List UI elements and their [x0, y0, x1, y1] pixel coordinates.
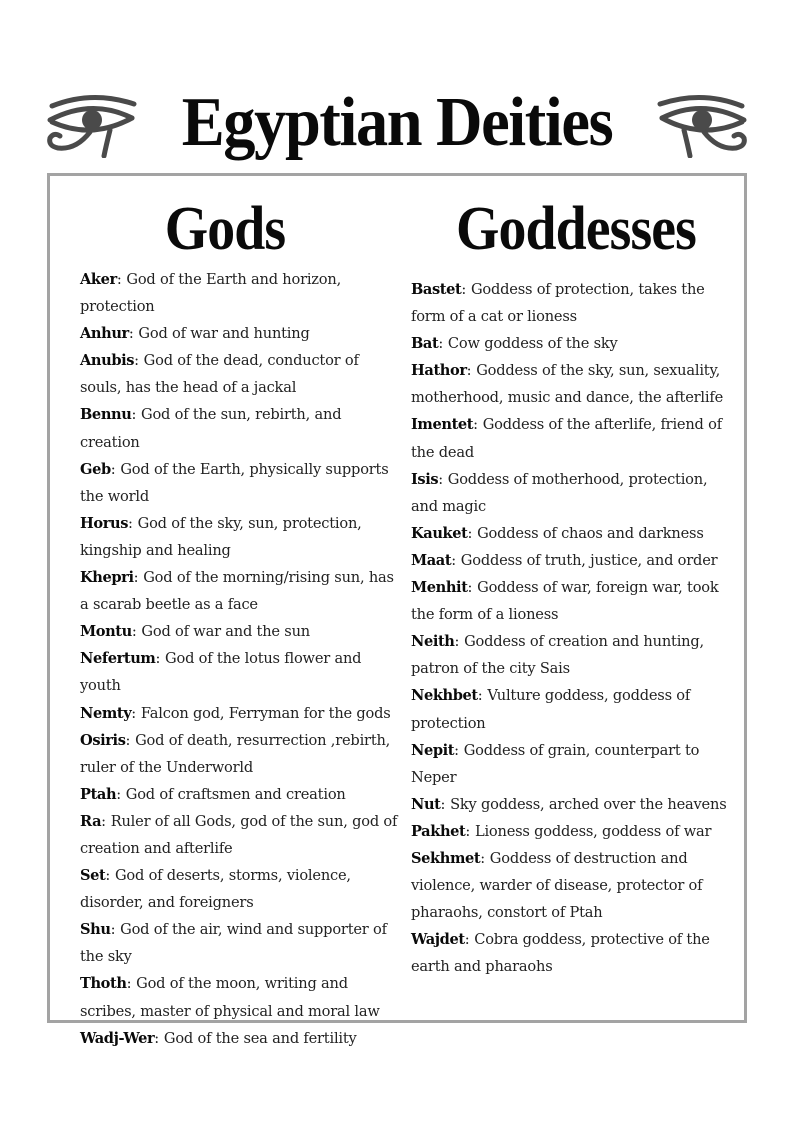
separator: : [466, 362, 477, 380]
list-item [411, 818, 736, 845]
list-item [411, 520, 736, 547]
deity-name: Isis [411, 470, 439, 488]
deity-description: God of death, resurrection ,rebirth, ruler of the Underworld [80, 731, 391, 776]
deity-name: Maat [411, 551, 452, 569]
deity-description: Sky goddess, arched over the heavens [450, 795, 727, 813]
list-item [80, 320, 400, 347]
separator: : [128, 514, 138, 532]
deity-description: Goddess of the sky, sun, sexuality, motherhood, music and dance, the afterlife [411, 362, 723, 407]
list-item [80, 916, 400, 970]
list-item [80, 266, 400, 320]
list-item [80, 808, 400, 862]
deity-name: Aker [80, 271, 117, 288]
deity-name: Khepri [80, 569, 134, 587]
deity-name: Nepit [411, 741, 455, 759]
list-item [411, 628, 736, 682]
deity-name: Bastet [411, 281, 462, 298]
separator: : [477, 687, 488, 705]
gods-heading: Gods [164, 195, 286, 263]
separator: : [440, 795, 451, 813]
deities-panel [47, 173, 747, 1047]
separator: : [110, 460, 121, 478]
deity-name: Hathor [411, 362, 467, 380]
deity-name: Wadj-Wer [80, 1029, 155, 1047]
deity-description: Goddess of war, foreign war, took the form of a lioness [411, 579, 719, 624]
deity-name: Ptah [80, 785, 117, 803]
deity-name: Horus [80, 514, 129, 532]
separator: : [467, 524, 478, 542]
gods-column [80, 176, 400, 1052]
separator: : [438, 335, 448, 353]
deity-description: Vulture goddess, goddess of protection [411, 687, 691, 732]
separator: : [125, 731, 136, 749]
deity-name: Anhur [80, 325, 129, 343]
separator: : [131, 704, 141, 722]
deity-description: God of deserts, storms, violence, disorder, and foreigners [80, 867, 351, 912]
goddesses-list [411, 276, 736, 980]
list-item [411, 411, 736, 465]
deity-description: Goddess of the afterlife, friend of the dead [411, 416, 722, 461]
deity-description: God of the sea and fertility [163, 1029, 357, 1047]
deity-name: Thoth [80, 975, 127, 993]
list-item [80, 645, 400, 699]
deity-name: Kauket [411, 524, 468, 542]
deity-description: Ruler of all Gods, god of the sun, god of creation and afterlife [80, 812, 398, 857]
deity-description: God of the Earth and horizon, protection [80, 271, 342, 316]
list-item [411, 330, 736, 357]
separator: : [154, 1029, 164, 1047]
separator: : [461, 281, 471, 298]
deity-description: God of the moon, writing and scribes, master of physical and moral law [80, 975, 380, 1020]
deity-description: Goddess of creation and hunting, patron of the city Sais [411, 633, 704, 678]
separator: : [101, 812, 111, 830]
eye-of-horus-icon [656, 92, 748, 158]
list-item [80, 456, 400, 510]
deity-name: Geb [80, 460, 111, 478]
deity-description: God of the dead, conductor of souls, has the head of a jackal [80, 352, 359, 397]
list-item [80, 401, 400, 455]
separator: : [473, 416, 483, 434]
deity-name: Osiris [80, 731, 126, 749]
deity-description: God of the lotus flower and youth [80, 650, 362, 695]
separator: : [116, 785, 126, 803]
list-item [80, 700, 400, 727]
deity-description: Goddess of grain, counterpart to Neper [411, 741, 700, 786]
deity-description: Goddess of truth, justice, and order [460, 551, 718, 569]
deity-name: Anubis [80, 352, 135, 370]
separator: : [134, 352, 144, 370]
separator: : [105, 867, 115, 885]
goddesses-heading: Goddesses [456, 195, 696, 263]
list-item [80, 970, 400, 1024]
deity-name: Imentet [411, 416, 474, 434]
list-item [411, 682, 736, 736]
deity-description: God of the sky, sun, protection, kingship and healing [80, 514, 362, 559]
separator: : [464, 931, 475, 949]
deity-name: Sekhmet [411, 849, 481, 867]
deity-description: Cow goddess of the sky [447, 335, 618, 353]
separator: : [110, 921, 121, 939]
list-item [80, 618, 400, 645]
goddesses-column [411, 176, 736, 980]
list-item [80, 1025, 400, 1052]
separator: : [126, 975, 137, 993]
deity-description: God of the sun, rebirth, and creation [80, 406, 342, 451]
separator: : [467, 579, 478, 597]
deity-description: Goddess of motherhood, protection, and magic [411, 470, 708, 515]
separator: : [128, 325, 139, 343]
deity-description: God of the morning/rising sun, has a scarab beetle as a face [80, 569, 394, 614]
deity-description: Lioness goddess, goddess of war [474, 822, 712, 840]
deity-name: Nut [411, 795, 441, 813]
list-item [411, 466, 736, 520]
list-item [80, 347, 400, 401]
separator: : [131, 406, 142, 424]
gods-list [80, 266, 400, 1052]
separator: : [116, 271, 127, 288]
list-item [411, 276, 736, 330]
separator: : [454, 741, 464, 759]
deity-name: Nefertum [80, 650, 156, 668]
list-item [80, 510, 400, 564]
deity-name: Bennu [80, 406, 132, 424]
list-item [80, 781, 400, 808]
deity-description: God of the Earth, physically supports the world [80, 460, 389, 505]
separator: : [131, 623, 142, 641]
separator: : [133, 569, 144, 587]
deity-name: Shu [80, 921, 111, 939]
page-title: Egyptian Deities [181, 84, 613, 161]
separator: : [155, 650, 166, 668]
list-item [411, 574, 736, 628]
deity-description: Cobra goddess, protective of the earth and pharaohs [411, 931, 710, 976]
list-item [411, 547, 736, 574]
separator: : [480, 849, 490, 867]
deity-description: God of craftsmen and creation [125, 785, 346, 803]
deity-description: Falcon god, Ferryman for the gods [140, 704, 391, 722]
header [0, 78, 794, 173]
deity-name: Nekhbet [411, 687, 478, 705]
list-item [80, 727, 400, 781]
deity-name: Wajdet [411, 931, 465, 949]
deity-name: Pakhet [411, 822, 466, 840]
deity-name: Neith [411, 633, 455, 651]
list-item [80, 862, 400, 916]
deity-name: Ra [80, 812, 102, 830]
separator: : [438, 470, 448, 488]
separator: : [465, 822, 475, 840]
deity-description: Goddess of destruction and violence, warder of disease, protector of pharaohs, constort of Ptah [411, 849, 703, 922]
separator: : [451, 551, 461, 569]
list-item [411, 357, 736, 411]
deity-description: God of war and hunting [138, 325, 310, 343]
list-item [411, 791, 736, 818]
list-item [80, 564, 400, 618]
deity-name: Menhit [411, 579, 468, 597]
list-item [411, 845, 736, 926]
deity-description: God of the air, wind and supporter of the sky [80, 921, 387, 966]
deity-description: Goddess of protection, takes the form of a cat or lioness [411, 281, 705, 326]
list-item [411, 737, 736, 791]
deity-description: Goddess of chaos and darkness [477, 524, 704, 542]
separator: : [454, 633, 465, 651]
deity-description: God of war and the sun [141, 623, 310, 641]
deity-name: Set [80, 867, 106, 885]
deity-name: Nemty [80, 704, 132, 722]
deity-name: Montu [80, 623, 132, 641]
list-item [411, 926, 736, 980]
deity-name: Bat [411, 335, 439, 353]
